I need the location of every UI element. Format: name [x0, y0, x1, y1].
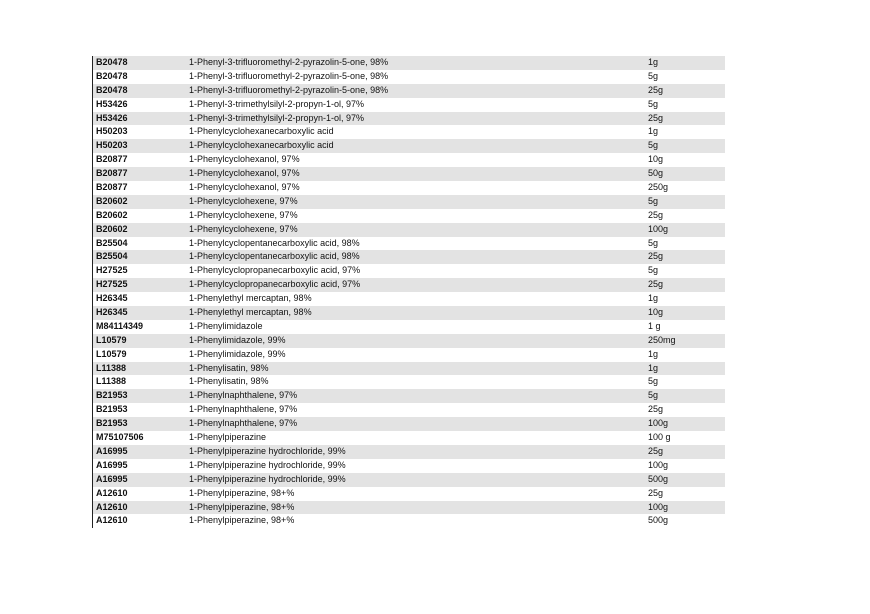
quantity-cell: 100g	[648, 459, 669, 470]
table-row	[93, 223, 725, 237]
table-row	[93, 153, 725, 167]
product-name-cell: 1-Phenylcyclopentanecarboxylic acid, 98%	[189, 237, 360, 248]
quantity-cell: 1g	[648, 293, 659, 304]
product-name-cell: 1-Phenylnaphthalene, 97%	[189, 390, 298, 401]
product-name-cell: 1-Phenylethyl mercaptan, 98%	[189, 293, 312, 304]
product-name-cell: 1-Phenylisatin, 98%	[189, 376, 269, 387]
catalog-code-cell: B20478	[96, 84, 128, 95]
table-row	[93, 181, 725, 195]
catalog-code-cell: B20877	[96, 182, 128, 193]
quantity-cell: 100g	[648, 501, 669, 512]
catalog-code-cell: L11388	[96, 362, 127, 373]
quantity-cell: 1g	[648, 348, 659, 359]
quantity-cell: 25g	[648, 279, 664, 290]
product-name-cell: 1-Phenyl-3-trifluoromethyl-2-pyrazolin-5-one, 98%	[189, 84, 389, 95]
quantity-cell: 10g	[648, 307, 664, 318]
catalog-code-cell: B20478	[96, 70, 128, 81]
product-name-cell: 1-Phenylcyclohexanol, 97%	[189, 168, 300, 179]
quantity-cell: 5g	[648, 195, 659, 206]
catalog-code-cell: B20877	[96, 168, 128, 179]
table-row	[93, 306, 725, 320]
table-row	[93, 334, 725, 348]
table-row	[93, 320, 725, 334]
table-row	[93, 167, 725, 181]
table-row	[93, 431, 725, 445]
catalog-code-cell: B21953	[96, 390, 128, 401]
product-name-cell: 1-Phenylpiperazine hydrochloride, 99%	[189, 445, 346, 456]
quantity-cell: 1 g	[648, 320, 661, 331]
catalog-code-cell: A16995	[96, 445, 128, 456]
table-row	[93, 501, 725, 515]
table-row	[93, 209, 725, 223]
table-row	[93, 278, 725, 292]
catalog-code-cell: B25504	[96, 251, 128, 262]
product-name-cell: 1-Phenylethyl mercaptan, 98%	[189, 307, 312, 318]
product-name-cell: 1-Phenylpiperazine, 98+%	[189, 487, 295, 498]
catalog-code-cell: B25504	[96, 237, 128, 248]
product-name-cell: 1-Phenylpiperazine, 98+%	[189, 501, 295, 512]
quantity-cell: 25g	[648, 404, 664, 415]
catalog-code-cell: B20602	[96, 195, 128, 206]
table-row	[93, 125, 725, 139]
catalog-code-cell: B20478	[96, 57, 128, 67]
catalog-code-cell: B20877	[96, 154, 128, 165]
table-row	[93, 445, 725, 459]
product-name-cell: 1-Phenyl-3-trimethylsilyl-2-propyn-1-ol, 97%	[189, 112, 365, 123]
quantity-cell: 25g	[648, 84, 664, 95]
product-name-cell: 1-Phenylcyclopropanecarboxylic acid, 97%	[189, 265, 361, 276]
quantity-cell: 10g	[648, 154, 664, 165]
catalog-code-cell: H27525	[96, 265, 128, 276]
catalog-code-cell: L10579	[96, 348, 127, 359]
quantity-cell: 5g	[648, 98, 659, 109]
quantity-cell: 250g	[648, 182, 669, 193]
product-name-cell: 1-Phenylimidazole, 99%	[189, 334, 286, 345]
catalog-code-cell: B20602	[96, 209, 128, 220]
product-name-cell: 1-Phenylpiperazine hydrochloride, 99%	[189, 473, 346, 484]
table-row	[93, 237, 725, 251]
product-name-cell: 1-Phenylcyclohexene, 97%	[189, 223, 298, 234]
quantity-cell: 500g	[648, 473, 669, 484]
table-row	[93, 389, 725, 403]
quantity-cell: 25g	[648, 112, 664, 123]
table-row	[93, 375, 725, 389]
table-row	[93, 459, 725, 473]
catalog-code-cell: A12610	[96, 487, 128, 498]
quantity-cell: 100g	[648, 418, 669, 429]
quantity-cell: 25g	[648, 209, 664, 220]
product-name-cell: 1-Phenylimidazole	[189, 320, 263, 331]
product-name-cell: 1-Phenylpiperazine hydrochloride, 99%	[189, 459, 346, 470]
quantity-cell: 25g	[648, 487, 664, 498]
table-row	[93, 348, 725, 362]
table-row	[93, 70, 725, 84]
product-name-cell: 1-Phenylisatin, 98%	[189, 362, 269, 373]
quantity-cell: 1g	[648, 362, 659, 373]
catalog-code-cell: H27525	[96, 279, 128, 290]
quantity-cell: 50g	[648, 168, 664, 179]
table-row	[93, 112, 725, 126]
table-row	[93, 473, 725, 487]
table-row	[93, 56, 725, 70]
catalog-code-cell: M75107506	[96, 432, 144, 443]
table-row	[93, 98, 725, 112]
quantity-cell: 1g	[648, 126, 659, 137]
quantity-cell: 1g	[648, 57, 659, 67]
catalog-code-cell: A12610	[96, 501, 128, 512]
quantity-cell: 5g	[648, 70, 659, 81]
catalog-code-cell: H53426	[96, 112, 128, 123]
product-name-cell: 1-Phenylcyclopentanecarboxylic acid, 98%	[189, 251, 360, 262]
quantity-cell: 250mg	[648, 334, 676, 345]
product-name-cell: 1-Phenylcyclohexene, 97%	[189, 209, 298, 220]
catalog-code-cell: A16995	[96, 473, 128, 484]
catalog-code-cell: B20602	[96, 223, 128, 234]
product-name-cell: 1-Phenylcyclohexanol, 97%	[189, 182, 300, 193]
catalog-code-cell: M84114349	[96, 320, 144, 331]
product-name-cell: 1-Phenylpiperazine	[189, 432, 267, 443]
quantity-cell: 500g	[648, 515, 669, 526]
catalog-code-cell: L11388	[96, 376, 127, 387]
product-name-cell: 1-Phenyl-3-trifluoromethyl-2-pyrazolin-5-one, 98%	[189, 70, 389, 81]
product-name-cell: 1-Phenyl-3-trimethylsilyl-2-propyn-1-ol, 97%	[189, 98, 365, 109]
product-name-cell: 1-Phenylcyclohexene, 97%	[189, 195, 298, 206]
catalog-code-cell: H26345	[96, 307, 128, 318]
quantity-cell: 100 g	[648, 432, 671, 443]
quantity-cell: 5g	[648, 237, 659, 248]
table-row	[93, 362, 725, 376]
catalog-code-cell: A16995	[96, 459, 128, 470]
table-row	[93, 292, 725, 306]
product-name-cell: 1-Phenylnaphthalene, 97%	[189, 418, 298, 429]
table-row	[93, 84, 725, 98]
catalog-code-cell: B21953	[96, 404, 128, 415]
product-table	[92, 56, 725, 528]
table-row	[93, 264, 725, 278]
product-name-cell: 1-Phenylcyclohexanol, 97%	[189, 154, 300, 165]
table-row	[93, 514, 725, 528]
table-row	[93, 195, 725, 209]
quantity-cell: 25g	[648, 445, 664, 456]
catalog-code-cell: B21953	[96, 418, 128, 429]
table-row	[93, 250, 725, 264]
quantity-cell: 25g	[648, 251, 664, 262]
product-name-cell: 1-Phenylimidazole, 99%	[189, 348, 286, 359]
quantity-cell: 5g	[648, 265, 659, 276]
catalog-code-cell: H26345	[96, 293, 128, 304]
catalog-code-cell: H53426	[96, 98, 128, 109]
quantity-cell: 5g	[648, 376, 659, 387]
product-name-cell: 1-Phenylnaphthalene, 97%	[189, 404, 298, 415]
product-name-cell: 1-Phenylpiperazine, 98+%	[189, 515, 295, 526]
quantity-cell: 5g	[648, 140, 659, 151]
product-name-cell: 1-Phenylcyclohexanecarboxylic acid	[189, 126, 334, 137]
product-name-cell: 1-Phenylcyclohexanecarboxylic acid	[189, 140, 334, 151]
table-row	[93, 403, 725, 417]
catalog-code-cell: A12610	[96, 515, 128, 526]
catalog-code-cell: H50203	[96, 140, 128, 151]
catalog-code-cell: H50203	[96, 126, 128, 137]
quantity-cell: 5g	[648, 390, 659, 401]
table-row	[93, 417, 725, 431]
product-name-cell: 1-Phenyl-3-trifluoromethyl-2-pyrazolin-5-one, 98%	[189, 57, 389, 67]
table-row	[93, 139, 725, 153]
catalog-code-cell: L10579	[96, 334, 127, 345]
product-name-cell: 1-Phenylcyclopropanecarboxylic acid, 97%	[189, 279, 361, 290]
quantity-cell: 100g	[648, 223, 669, 234]
table-row	[93, 487, 725, 501]
